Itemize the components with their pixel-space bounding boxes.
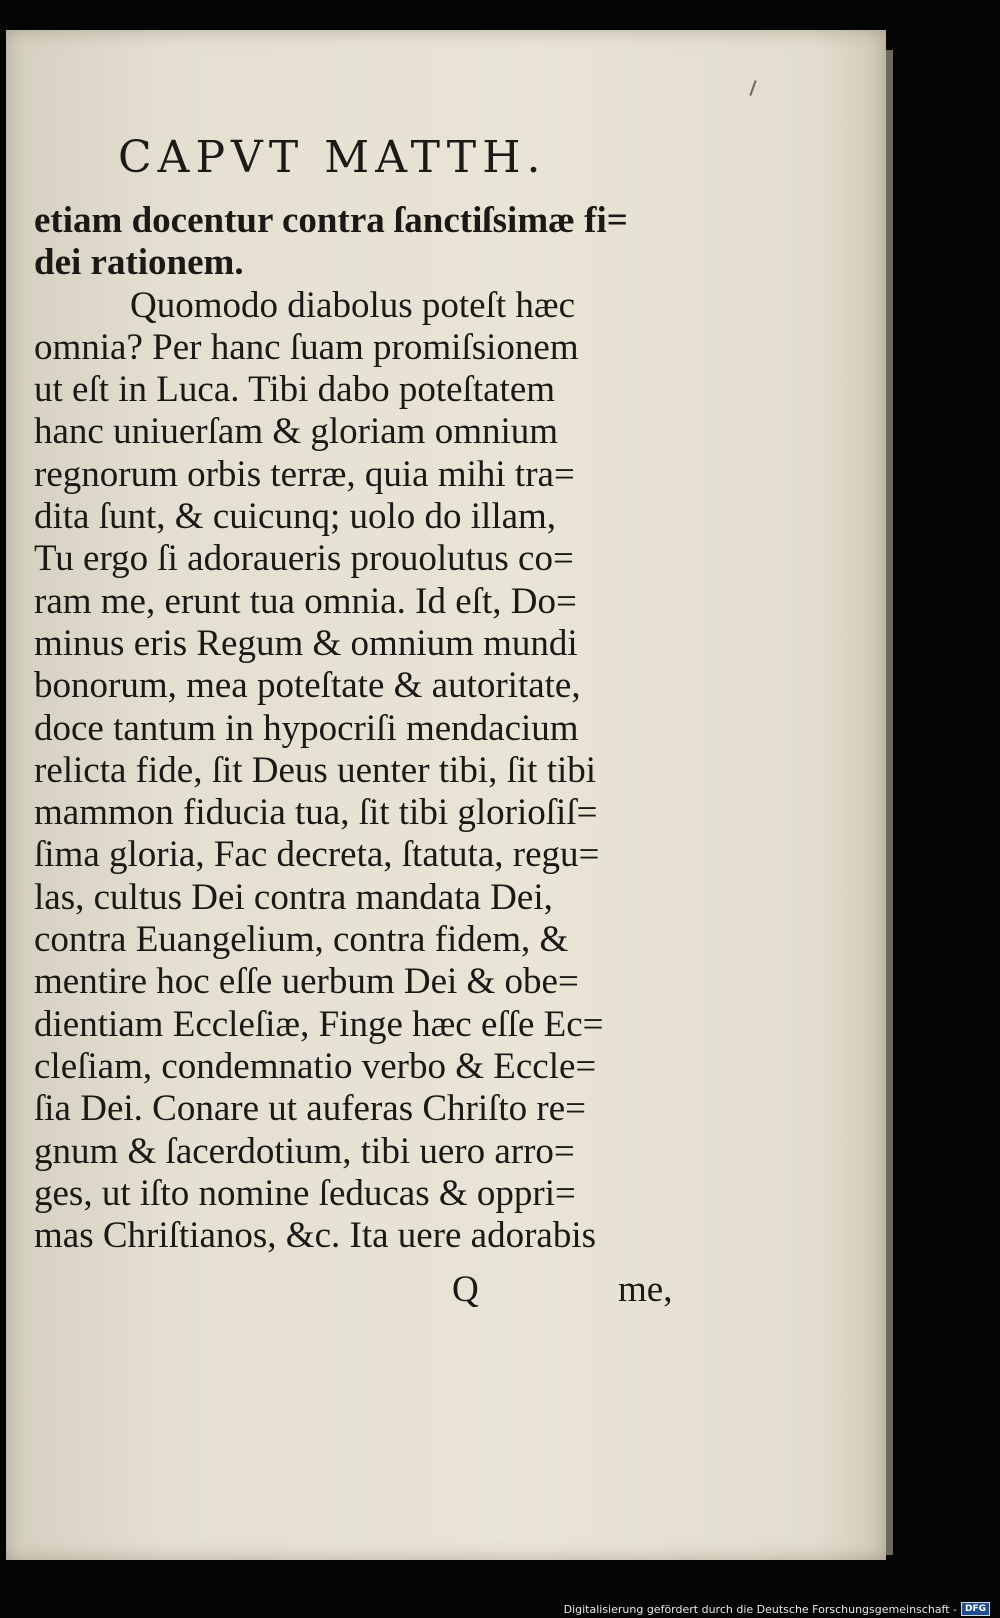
text-line: ſia Dei. Conare ut auferas Chriſto re=: [34, 1088, 587, 1130]
text-line: mammon fiducia tua, ſit tibi glorioſiſ=: [34, 792, 598, 834]
dfg-logo-icon: DFG: [961, 1602, 990, 1616]
text-line: doce tantum in hypocriſi mendacium: [34, 707, 579, 749]
text-line: gnum & ſacerdotium, tibi uero arro=: [34, 1130, 575, 1172]
page-edge: [886, 50, 893, 1555]
text-line: ges, ut iſto nomine ſeducas & oppri=: [34, 1172, 576, 1214]
text-line: relicta fide, ſit Deus uenter tibi, ſit tibi: [34, 749, 597, 791]
text-line: dita ſunt, & cuicunq; uolo do illam,: [34, 496, 557, 538]
text-line: dientiam Eccleſiæ, Finge hæc eſſe Ec=: [34, 1003, 604, 1045]
text-line: dei rationem.: [34, 242, 244, 284]
running-title: CAPVT MATTH.: [118, 132, 547, 183]
text-line: bonorum, mea poteſtate & autoritate,: [34, 665, 581, 707]
text-line: ut eſt in Luca. Tibi dabo poteſtatem: [34, 369, 556, 411]
text-line: minus eris Regum & omnium mundi: [34, 622, 578, 664]
signature-mark: Q: [452, 1269, 479, 1310]
text-line: contra Euangelium, contra fidem, &: [34, 919, 569, 961]
text-line: Quomodo diabolus poteſt hæc: [130, 284, 575, 326]
digitization-footer: [564, 1602, 990, 1616]
text-line: mentire hoc eſſe uerbum Dei & obe=: [34, 961, 579, 1003]
text-line: mas Chriſtianos, &c. Ita uere adorabis: [34, 1215, 597, 1257]
text-line: omnia? Per hanc ſuam promiſsionem: [34, 326, 579, 368]
text-line: regnorum orbis terræ, quia mihi tra=: [34, 453, 575, 495]
footer-credit: Digitalisierung gefördert durch die Deutsche Forschungsgemeinschaft -: [563, 1602, 957, 1616]
body-text: [34, 200, 694, 1257]
text-line: Tu ergo ſi adoraueris prouolutus co=: [34, 538, 574, 580]
text-line: etiam docentur contra ſanctiſsimæ fi=: [34, 200, 628, 241]
text-line: ſima gloria, Fac decreta, ſtatuta, regu=: [34, 834, 600, 876]
text-line: las, cultus Dei contra mandata Dei,: [34, 876, 553, 918]
text-line: cleſiam, condemnatio verbo & Eccle=: [34, 1045, 597, 1087]
catchword: me,: [618, 1269, 673, 1310]
text-line: hanc uniuerſam & gloriam omnium: [34, 411, 559, 453]
text-line: ram me, erunt tua omnia. Id eſt, Do=: [34, 580, 577, 622]
